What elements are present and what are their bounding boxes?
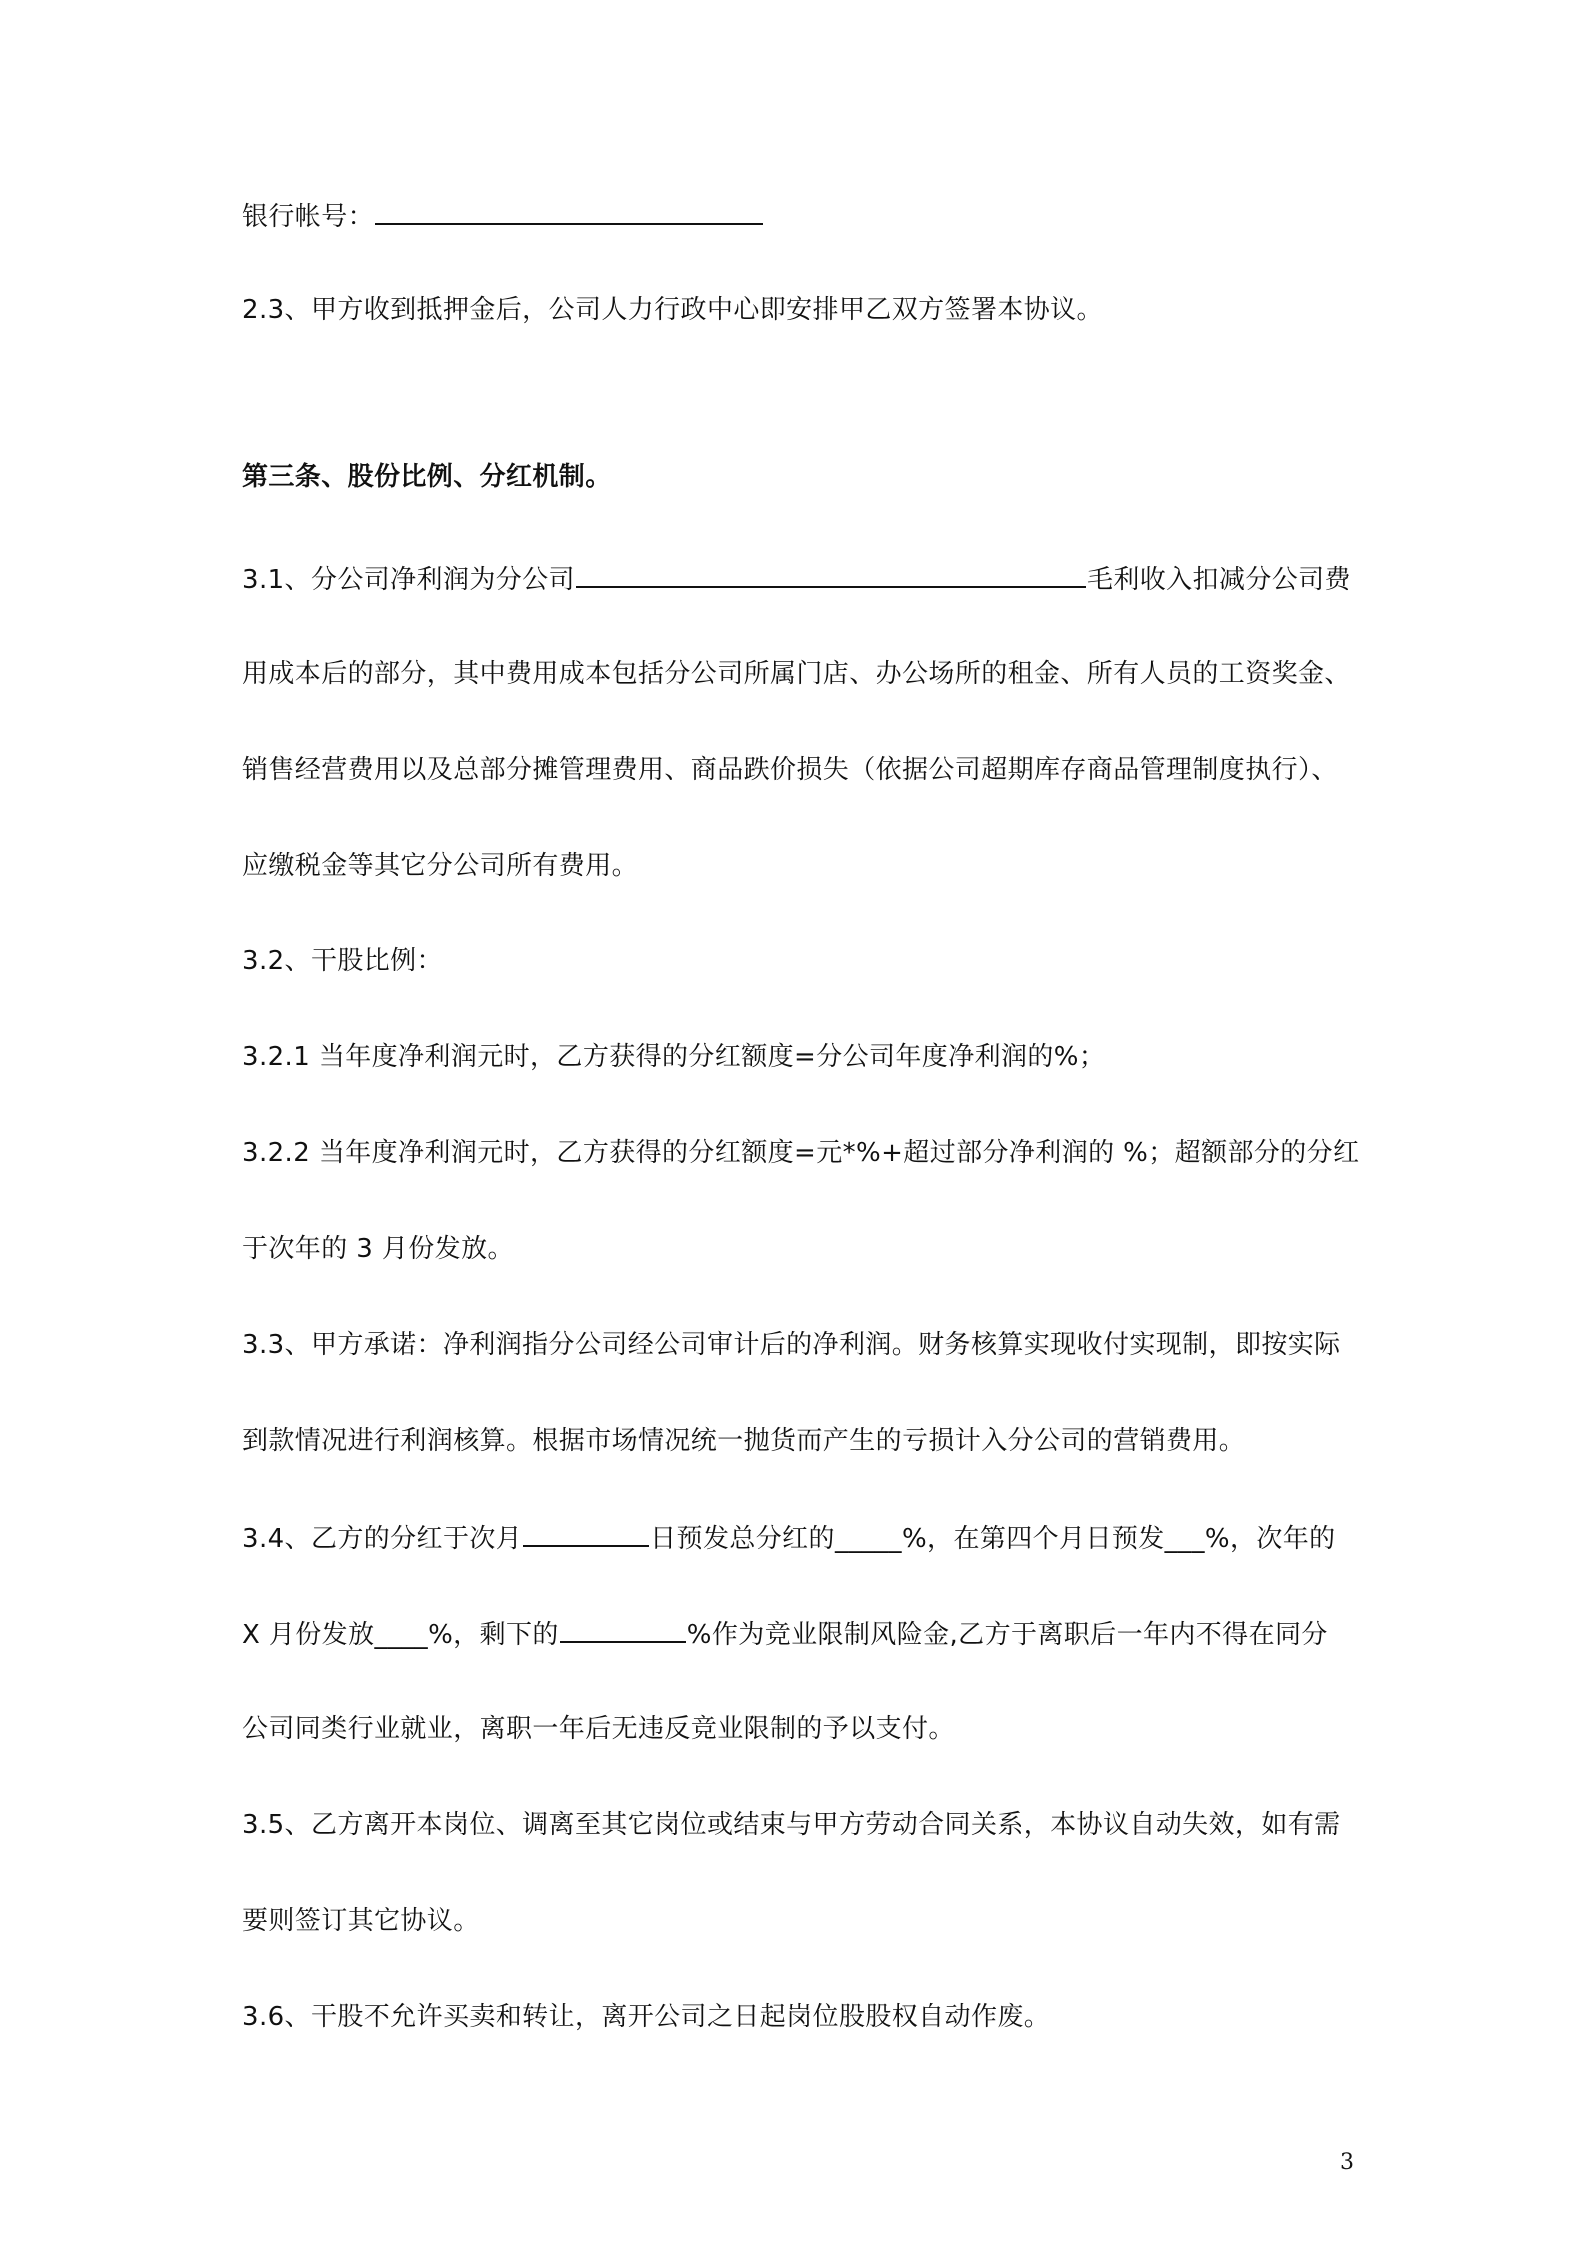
clause-3-4-text-b: 日预发总分红的_____%，在第四个月日预发___%，次年的 [650, 1524, 1336, 1554]
clause-3-3-line-1 [242, 1327, 1341, 1363]
clause-3-2-2-line-1 [242, 1135, 1359, 1171]
page-number: 3 [1340, 2150, 1354, 2175]
clause-3-1-text-c: 用成本后的部分，其中费用成本包括分公司所属门店、办公场所的租金、所有人员的工资奖金、 [242, 659, 1351, 689]
clause-3-1-text-d: 销售经营费用以及总部分摊管理费用、商品跌价损失（依据公司超期库存商品管理制度执行）、 [242, 755, 1338, 785]
clause-3-2-text: 3.2、干股比例： [242, 946, 443, 976]
clause-3-4-line-1 [242, 1519, 1336, 1557]
clause-3-1-line-4 [242, 848, 638, 884]
clause-3-2-2-text-a: 3.2.2 当年度净利润元时，乙方获得的分红额度=元*%+超过部分净利润的 %；超额部分的分红 [242, 1138, 1360, 1168]
article-3-title-text: 第三条、股份比例、分红机制。 [242, 462, 612, 492]
clause-3-1-text-e: 应缴税金等其它分公司所有费用。 [242, 851, 639, 881]
clause-3-6-text: 3.6、干股不允许买卖和转让，离开公司之日起岗位股股权自动作废。 [242, 2002, 1051, 2032]
clause-3-3-text-b: 到款情况进行利润核算。根据市场情况统一抛货而产生的亏损计入分公司的营销费用。 [242, 1426, 1246, 1456]
clause-2-3-text: 2.3、甲方收到抵押金后，公司人力行政中心即安排甲乙双方签署本协议。 [242, 295, 1103, 325]
clause-3-4-blank-2 [560, 1615, 686, 1643]
clause-3-4-line-2 [242, 1615, 1328, 1653]
clause-3-1-line-3 [242, 752, 1338, 788]
bank-account-blank [375, 197, 763, 225]
clause-3-5-line-2 [242, 1903, 480, 1939]
clause-3-4-text-c: X 月份发放____%，剩下的 [242, 1620, 559, 1650]
article-3-title [242, 459, 612, 495]
clause-3-2-2-line-2 [242, 1231, 514, 1267]
clause-3-1-line-2 [242, 656, 1351, 692]
clause-3-3-line-2 [242, 1423, 1245, 1459]
clause-3-2-1-text: 3.2.1 当年度净利润元时，乙方获得的分红额度=分公司年度净利润的%； [242, 1042, 1106, 1072]
clause-3-5-text-b: 要则签订其它协议。 [242, 1906, 480, 1936]
clause-3-1-text-a: 3.1、分公司净利润为分公司 [242, 565, 575, 595]
clause-3-3-text-a: 3.3、甲方承诺：净利润指分公司经公司审计后的净利润。财务核算实现收付实现制，即按实际 [242, 1330, 1341, 1360]
clause-3-1-text-b: 毛利收入扣减分公司费 [1086, 565, 1351, 595]
clause-3-4-text-a: 3.4、乙方的分红于次月 [242, 1524, 523, 1554]
bank-account-line [242, 197, 764, 235]
clause-3-6 [242, 1999, 1050, 2035]
clause-3-1-line-1 [242, 560, 1351, 598]
clause-3-4-text-e: 公司同类行业就业，离职一年后无违反竞业限制的予以支付。 [242, 1714, 955, 1744]
clause-3-2-2-text-b: 于次年的 3 月份发放。 [242, 1234, 514, 1264]
bank-account-label: 银行帐号： [242, 202, 375, 232]
clause-3-5-line-1 [242, 1807, 1341, 1843]
clause-3-1-blank [576, 560, 1086, 588]
clause-3-4-blank-1 [523, 1519, 649, 1547]
clause-3-2 [242, 943, 443, 979]
clause-3-4-text-d: %作为竞业限制风险金,乙方于离职后一年内不得在同分 [686, 1620, 1328, 1650]
clause-3-5-text-a: 3.5、乙方离开本岗位、调离至其它岗位或结束与甲方劳动合同关系，本协议自动失效，如有需 [242, 1810, 1341, 1840]
clause-2-3 [242, 292, 1103, 328]
clause-3-4-line-3 [242, 1711, 955, 1747]
clause-3-2-1 [242, 1039, 1105, 1075]
